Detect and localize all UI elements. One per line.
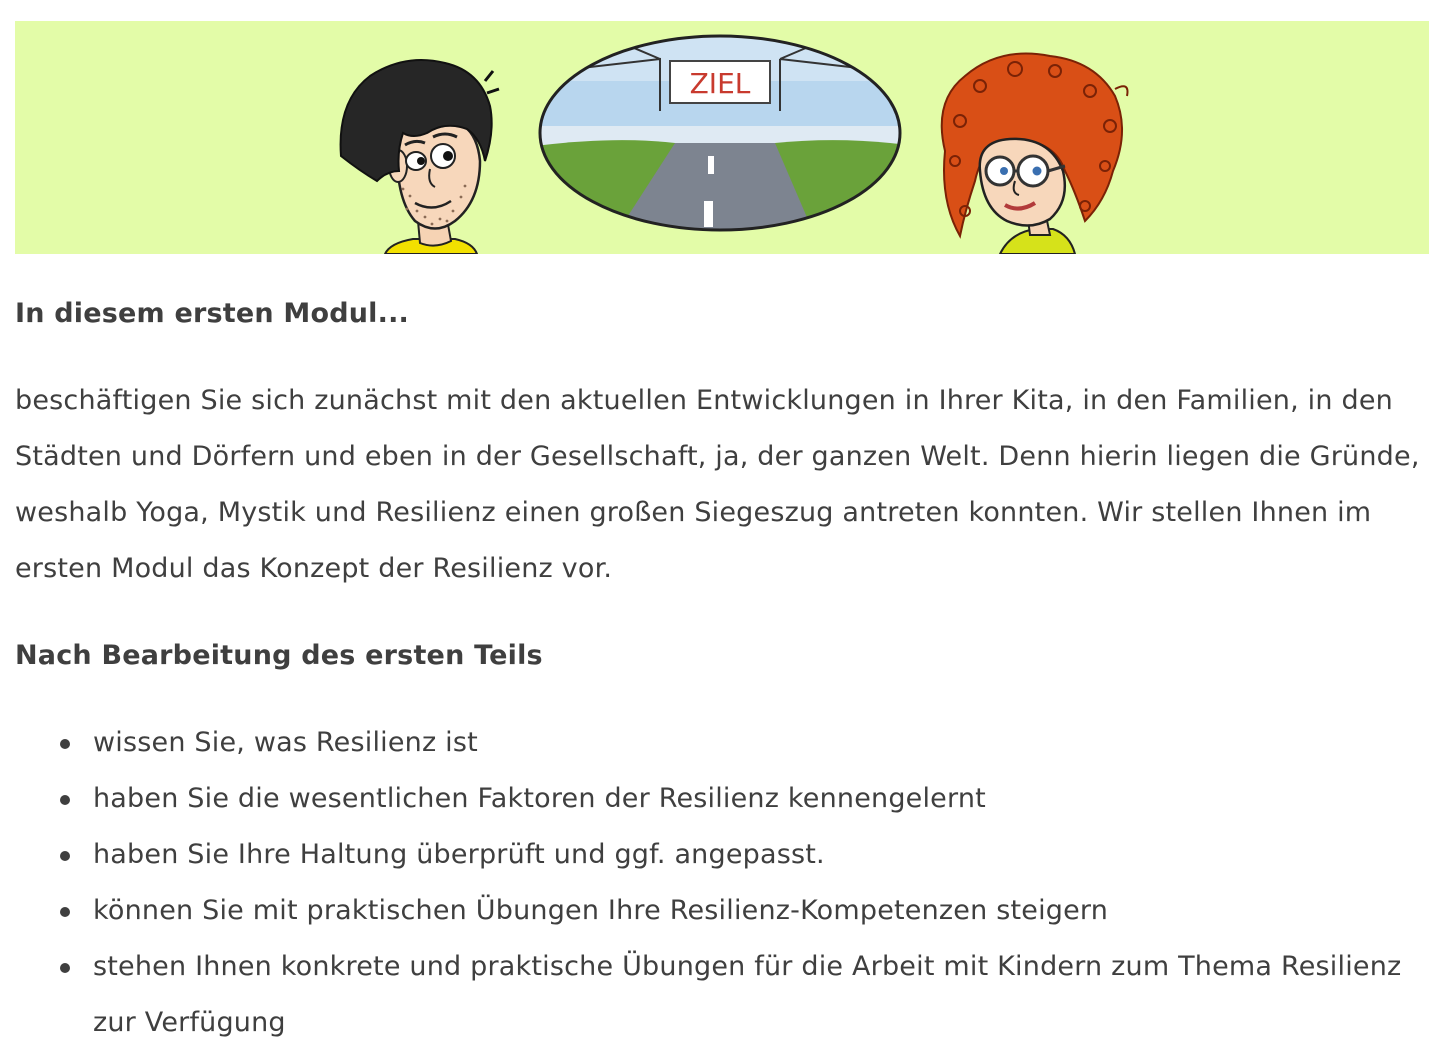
list-item bbox=[93, 883, 1430, 939]
bullet-icon bbox=[60, 795, 70, 805]
goal-sign-text: ZIEL bbox=[689, 67, 751, 100]
man-cartoon-icon bbox=[341, 60, 499, 254]
bullet-icon bbox=[60, 851, 70, 861]
bullet-icon bbox=[60, 739, 70, 749]
list-item-text: stehen Ihnen konkrete und praktische Übungen für die Arbeit mit Kindern zum Thema Resilienz zur Verfügung bbox=[93, 951, 1402, 1038]
list-item bbox=[93, 771, 1430, 827]
list-item bbox=[93, 939, 1430, 1051]
list-item-text: haben Sie Ihre Haltung überprüft und ggf. angepasst. bbox=[93, 839, 825, 870]
list-item-text: haben Sie die wesentlichen Faktoren der Resilienz kennengelernt bbox=[93, 783, 986, 814]
header-illustration bbox=[15, 21, 1429, 254]
goals-heading: Nach Bearbeitung des ersten Teils bbox=[15, 640, 543, 671]
list-item-text: wissen Sie, was Resilienz ist bbox=[93, 727, 478, 758]
intro-heading: In diesem ersten Modul... bbox=[15, 298, 410, 329]
goal-road-icon bbox=[535, 31, 915, 241]
list-item bbox=[93, 827, 1430, 883]
bullet-icon bbox=[60, 907, 70, 917]
list-item bbox=[93, 715, 1430, 771]
goals-list bbox=[15, 715, 1430, 1051]
intro-paragraph: beschäftigen Sie sich zunächst mit den aktuellen Entwicklungen in Ihrer Kita, in den Familien, in den Städten und Dörfern und eben in der Gesellschaft, ja, der ganzen Welt. Denn hierin liegen die Gründe, weshalb Yoga, Mystik und Resilienz einen großen Siegeszug antreten konnten. Wir stellen Ihnen im ersten Modul das Konzept der Resilienz vor. bbox=[15, 385, 1420, 584]
module-description bbox=[15, 286, 1430, 1051]
bullet-icon bbox=[60, 963, 70, 973]
woman-cartoon-icon bbox=[942, 54, 1128, 255]
list-item-text: können Sie mit praktischen Übungen Ihre Resilienz-Kompetenzen steigern bbox=[93, 895, 1109, 926]
illustration-svg bbox=[15, 21, 1429, 254]
